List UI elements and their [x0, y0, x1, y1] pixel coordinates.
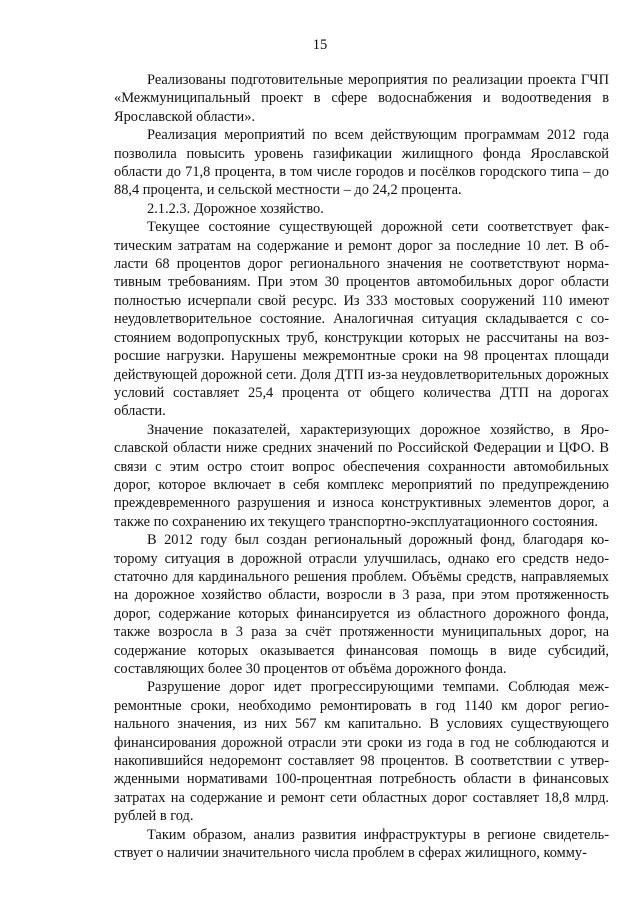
paragraph-road-network-state: Текущее состояние существующей дорожной сети соответствует фактическим затратам на содержание и ремонт дорог за последние 10 лет. В области 68 процентов дорог регионального значения не соответствуют нормативным требованиям. При этом 30 процентов автомобильных дорог области полностью исчерпали свой ресурс. Из 333 мостовых сооружений 110 имеют неудовлетворительное состояние. Аналогичная ситуация складывается с состоянием водопропускных труб, конструкции которых не рассчитаны на возросшие нагрузки. Нарушены межремонтные сроки на 98 процентах площади действующей дорожной сети. Доля ДТП из-за неудовлетворительных дорожных условий составляет 25,4 процента от общего количества ДТП на дорогах области.	[114, 219, 609, 420]
paragraph-road-indicators: Значение показателей, характеризующих дорожное хозяйство, в Ярославской области ниже средних значений по Российской Федерации и ЦФО. В связи с этим остро стоит вопрос обеспечения сохранности автомобильных дорог, которое включает в себя комплекс мероприятий по предупреждению преждевременного разрушения и износа конструктивных элементов дорог, а также по сохранению их текущего транспортно-эксплуатационного состояния.	[114, 421, 609, 530]
section-heading-road-economy: 2.1.2.3. Дорожное хозяйство.	[147, 200, 324, 217]
paragraph-conclusion: Таким образом, анализ развития инфраструктуры в регионе свидетельствует о наличии значительного числа проблем в сферах жилищного, комму-	[114, 826, 609, 862]
paragraph-road-destruction: Разрушение дорог идет прогрессирующими темпами. Соблюдая межремонтные сроки, необходимо ремонтировать в год 1140 км дорог регионального значения, из них 567 км капитально. В условиях существующего финансирования дорожной отрасли эти сроки из года в год не соблюдаются и накопившийся недоремонт составляет 98 процентов. В соответствии с утвержденными нормативами 100-процентная потребность области в финансовых затратах на содержание и ремонт сети областных дорог составляет 18,8 млрд. рублей в год.	[114, 679, 609, 825]
page-body	[114, 71, 609, 862]
paragraph-gasification: Реализация мероприятий по всем действующим программам 2012 года позволила повысить уровень газификации жилищного фонда Ярославской области до 71,8 процента, в том числе городов и посёлков городского типа – до 88,4 процента, и сельской местности – до 24,2 процента.	[114, 127, 609, 199]
paragraph-ppp-project: Реализованы подготовительные мероприятия по реализации проекта ГЧП «Межмуниципальный проект в сфере водоснабжения и водоотведения в Ярославской области».	[114, 72, 609, 125]
page-number: 15	[312, 37, 328, 53]
paragraph-road-fund: В 2012 году был создан региональный дорожный фонд, благодаря которому ситуация в дорожной отрасли улучшилась, однако его средств недостаточно для кардинального решения проблем. Объёмы средств, направляемых на дорожное хозяйство области, возросли в 3 раза, при этом протяженность дорог, содержание которых финансируется из областного дорожного фонда, также возросла в 3 раза за счёт протяженности муниципальных дорог, на содержание которых оказывается финансовая помощь в виде субсидий, составляющих более 30 процентов от объёма дорожного фонда.	[114, 532, 609, 677]
